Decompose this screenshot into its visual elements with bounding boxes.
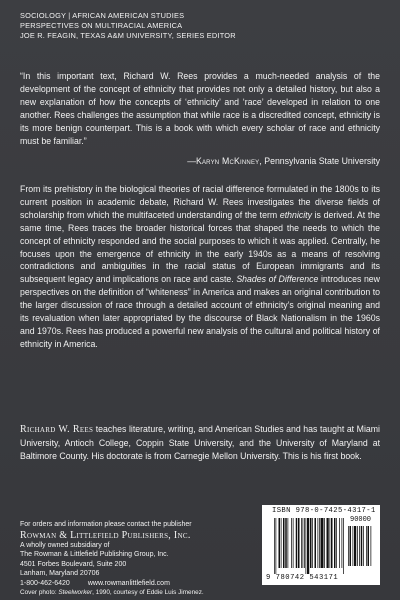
barcode-bar (357, 526, 358, 566)
barcode-bar (303, 518, 304, 568)
credit-label: Cover photo: (20, 589, 59, 596)
credit-rest: , 1990, courtesy of Eddie Luis Jimenez. (92, 589, 204, 596)
barcode-bar (366, 526, 367, 566)
barcode-bar (279, 518, 281, 568)
credit-title: Steelworker (58, 589, 93, 596)
endorser-name: Karyn McKinney (195, 156, 260, 166)
barcode-bar (334, 518, 336, 568)
barcode-bar (353, 526, 354, 566)
barcode-bar (293, 518, 294, 568)
barcode-bar (298, 518, 300, 568)
barcode-bar (285, 518, 287, 568)
barcode-bar (343, 518, 344, 574)
description-part-2: is derived. At the same time, Rees traces the broader historical forces that shaped the needs to which the concept of ethnicity responded and the social purposes to which it was applied. Centrally, he focuses upon the emergence of ethnicity in the early 1940s as a means of resolving contradictions and ambiguities in the racial status of European immigrants and its subsequent legacy and implications on race and caste. (20, 209, 380, 285)
barcode-bar (359, 526, 360, 566)
barcode-bar (350, 526, 352, 566)
barcode-bar (354, 526, 356, 566)
address-line-2: Lanham, Maryland 20706 (20, 570, 100, 577)
publisher-info (20, 520, 250, 598)
barcode-bar (361, 526, 363, 566)
barcode-bar (288, 518, 289, 568)
series-info (20, 11, 380, 41)
cover-credit (20, 588, 250, 598)
barcode-bar (274, 518, 275, 574)
ean-barcode-bars (274, 518, 344, 574)
isbn-barcode (262, 505, 380, 585)
price-code: 90000 (350, 516, 372, 524)
attribution-dash: — (187, 156, 196, 166)
endorsement-attribution (187, 155, 380, 167)
barcode-bar (315, 518, 317, 568)
barcode-bar (301, 518, 302, 568)
barcode-bar (368, 526, 370, 566)
barcode-bar (318, 518, 319, 568)
publisher-name: Rowman & Littlefield Publishers, Inc. (20, 529, 191, 541)
isbn-text: ISBN 978-0-7425-4317-1 (272, 507, 376, 515)
barcode-bar (363, 526, 364, 566)
orders-line: For orders and information please contact the publisher (20, 521, 192, 528)
barcode-bar (371, 526, 372, 566)
barcode-bar (319, 518, 320, 568)
author-name: Richard W. Rees (20, 424, 94, 435)
barcode-bar (291, 518, 292, 568)
barcode-bar (312, 518, 313, 568)
subsidiary-line-1: A wholly owned subsidiary of (20, 541, 110, 549)
barcode-bar (324, 518, 325, 568)
barcode-bar (348, 526, 349, 566)
description-part-1: From its prehistory in the biological theories of racial difference formulated in the 1800s to its current position in academic debate, Richard W. Rees investigates the diverse fields of scholarship from which the multifaceted understanding of the term (20, 184, 380, 220)
series-name: PERSPECTIVES ON MULTIRACIAL AMERICA (20, 21, 183, 30)
description-part-3: introduces new perspectives on the definition of “whiteness” in America and makes an original contribution to the larger discussion of race through a detailed account of ethnicity’s original meaning and its revaluation when later appropriated by the discourse of Black Nationalism in the 1960s and 1970s. Rees has produced a powerful new analysis of the cultural and political history of ethnicity in America. (20, 274, 380, 349)
barcode-bar (296, 518, 298, 568)
address-line-1: 4501 Forbes Boulevard, Suite 200 (20, 560, 127, 568)
series-editor: JOE R. FEAGIN, TEXAS A&M UNIVERSITY, SERIES EDITOR (20, 31, 236, 40)
publisher-phone: 1-800-462-6420 (20, 579, 70, 587)
barcode-bar (342, 518, 343, 568)
series-subjects: SOCIOLOGY | AFRICAN AMERICAN STUDIES (20, 11, 185, 20)
barcode-bar (336, 518, 337, 568)
endorser-affiliation: , Pennsylvania State University (259, 156, 380, 166)
description-term: ethnicity (279, 209, 312, 220)
subsidiary-line-2: The Rowman & Littlefield Publishing Group, Inc. (20, 551, 169, 558)
barcode-bar (304, 518, 305, 568)
publisher-url: www.rowmanlittlefield.com (87, 579, 170, 587)
addon-barcode-bars (348, 526, 374, 572)
ean-number: 9 780742 543171 (266, 574, 339, 582)
barcode-bar (276, 518, 277, 574)
barcode-bar (330, 518, 331, 568)
barcode-bar (310, 518, 312, 568)
barcode-bar (306, 518, 307, 574)
barcode-bar (281, 518, 282, 568)
description-book-title: Shades of Difference (236, 274, 319, 285)
barcode-bar (283, 518, 285, 568)
endorsement-quote: “In this important text, Richard W. Rees provides a much-needed analysis of the development of the concept of ethnicity that provides not only a detailed history, but also a new explanation of how the concepts of ‘ethnicity’ and ‘race’ developed in relation to one another. Rees challenges the assumption that while race is a discredited concept, ethnicity is its more benign counterpart. This is a book with which every scholar of race and ethnicity must be familiar.” (20, 71, 380, 146)
barcode-bar (331, 518, 333, 568)
barcode-bar (327, 518, 329, 568)
contact-line (20, 579, 250, 589)
author-bio-text: teaches literature, writing, and American Studies and has taught at Miami University, Antioch College, Coppin State University, and the University of Maryland at Baltimore County. His doctorate is from Carnegie Mellon University. This is his first book. (20, 424, 380, 461)
barcode-bar (321, 518, 324, 568)
barcode-bar (307, 518, 309, 574)
author-bio (20, 423, 380, 463)
barcode-bar (339, 518, 340, 568)
book-description (20, 183, 380, 351)
